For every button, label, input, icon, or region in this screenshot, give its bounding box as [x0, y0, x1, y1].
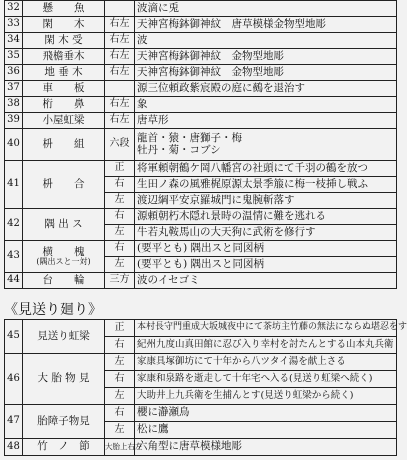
table-row: 43 横 槐 (隅出スと一対) 右 (要平とも) 隅出スと同図柄 [5, 241, 397, 257]
yokohashi-note: (隅出スと一対) [36, 256, 91, 266]
table-row: 46 大 胎 物 見 左 家康具塚御坊にて十年から八ツタイ湯を献上さる [5, 354, 397, 371]
table-row: 45 見送り虹梁 正 本村長守門重成大坂城夜中にて茶坊主竹藤の無法にならぬ堪忍をす [5, 320, 397, 337]
table-row: 右 生田ノ森の風雅梶原源太景季箙に梅一枝挿し戦ふ [5, 177, 397, 193]
yokohashi-name: 横 槐 [42, 245, 85, 258]
masugumi-desc-line2: 牡丹・菊・コブシ [137, 143, 221, 156]
table-row: 44 台 輪 三方 波のイセゴミ [5, 273, 397, 289]
table-row: 37 車 板 源三位頼政紫宸殿の庭に鵺を退治す [5, 81, 397, 97]
table-row: 38 桁 鼻 右左 象 [5, 97, 397, 113]
table-row: 左 牛若丸鞍馬山の大天狗に武術を修行す [5, 225, 397, 241]
carving-table-lower [4, 319, 407, 456]
table-row: 36 地 垂 木 右左 天神宮梅鉢御神紋 金物型地彫 [5, 65, 397, 81]
table-row: 32 懸 魚 波滴に兎 [5, 1, 397, 17]
table-row: 左 松に鷹 [5, 422, 397, 439]
table-row: 47 胎障子物見 右 櫻に瀞瀬鳥 [5, 405, 397, 422]
table-row: 48 竹 ノ 節 大胎上右左 六角型に唐草模様地彫 [5, 439, 397, 456]
table-row: 左 大助井上九兵衛を生捕んとす(見送り虹梁から続く) [5, 388, 397, 405]
table-row: 右 家康和泉路を逝走して十年宅へ入る(見送り虹梁へ続く) [5, 371, 397, 388]
carving-table-upper [4, 0, 397, 289]
table-row: 35 飛檐垂木 右左 天神宮梅鉢御神紋 金物型地彫 [5, 49, 397, 65]
table-row: 39 小屋虹梁 右左 唐草形 [5, 113, 397, 129]
table-row: 34 閑 木 受 右左 波 [5, 33, 397, 49]
table-row: 33 閑 木 右左 天神宮梅鉢御神紋 唐草模様金物型地彫 [5, 17, 397, 33]
table-row: 41 枡 合 正 将軍頼朝鶴ケ岡八幡宮の社頭にて千羽の鶴を放つ [5, 161, 397, 177]
masugumi-desc-line1: 龍首・猿・唐獅子・梅 [137, 132, 242, 145]
table-row: 左 渡辺綱平安京羅城門に鬼腕斬落す [5, 193, 397, 209]
table-row: 40 枡 組 六段 龍首・猿・唐獅子・梅 牡丹・菊・コブシ [5, 129, 397, 161]
table-row: 右 紀州九度山真田館に忍び入り幸村を討たんとする山本丸兵衛 [5, 337, 397, 354]
table-row: 左 (要平とも) 隅出スと同図柄 [5, 257, 397, 273]
table-row: 42 隅 出 ス 右 源頼朝朽木隠れ景時の温情に難を逃れる [5, 209, 397, 225]
section-title-miokuri: 《見送り廻り》 [4, 302, 102, 318]
